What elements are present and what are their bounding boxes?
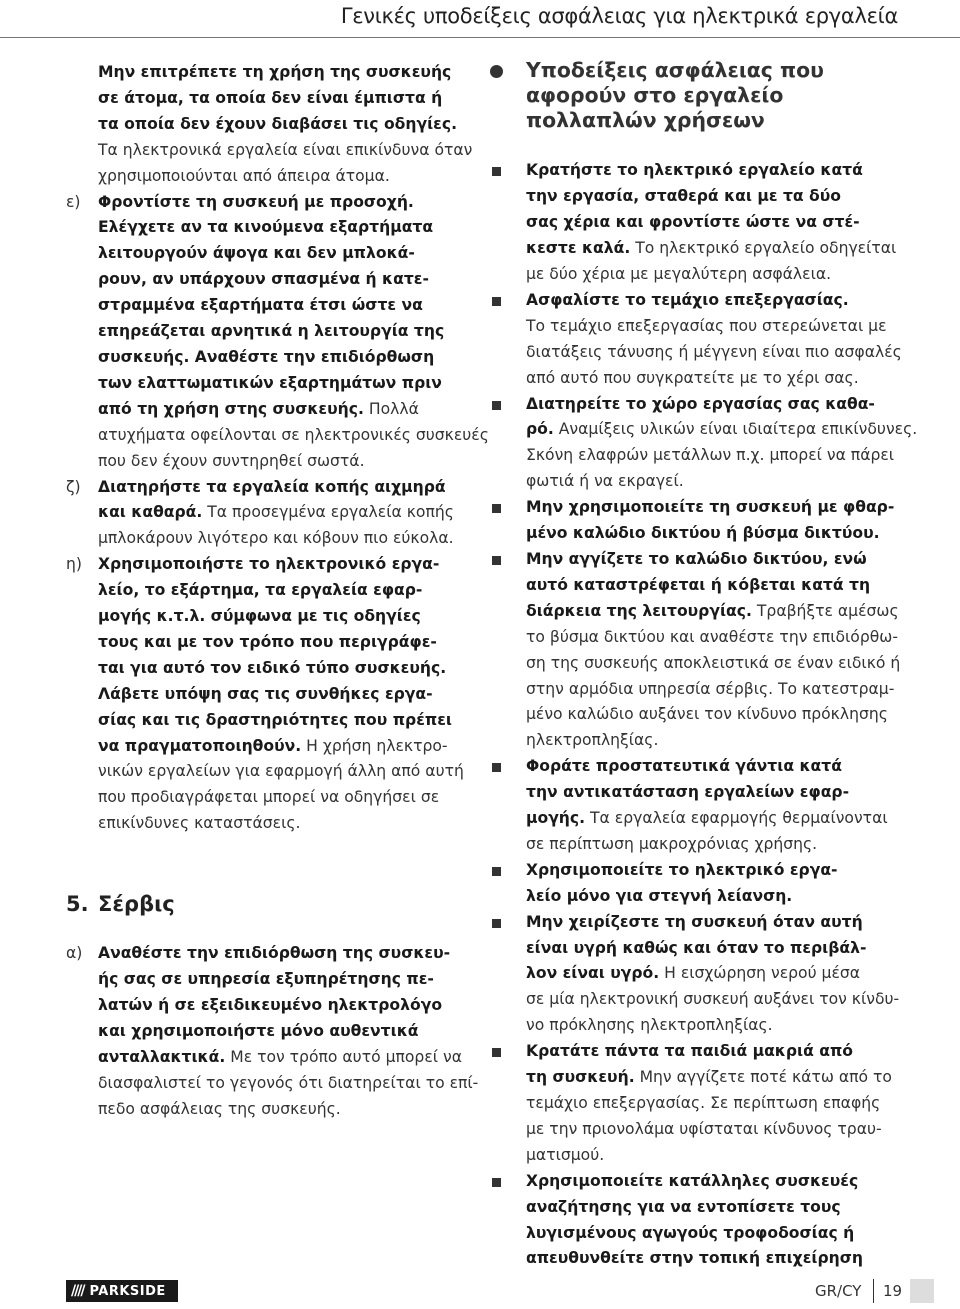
bold-text: Χρησιμοποιείτε κατάλληλες συσκευές bbox=[526, 1171, 859, 1190]
bold-text: Φροντίστε τη συσκευή με προσοχή. bbox=[98, 192, 414, 211]
bullet-item bbox=[490, 858, 910, 910]
section-title: Σέρβις bbox=[98, 892, 175, 917]
item-label: α) bbox=[66, 944, 83, 963]
bold-text: σας χέρια και φροντίστε ώστε να στέ- bbox=[526, 213, 860, 232]
round-bullet-icon bbox=[490, 65, 503, 78]
bullet-item bbox=[490, 1169, 910, 1273]
body-text: το βύσμα δικτύου και αναθέστε την επιδιόρθω- bbox=[526, 627, 898, 646]
bold-text: Κρατάτε πάντα τα παιδιά μακριά από bbox=[526, 1042, 854, 1061]
square-bullet-icon bbox=[492, 556, 501, 565]
bullet-item bbox=[490, 392, 918, 496]
page-number: 19 bbox=[883, 1282, 903, 1300]
text-line bbox=[98, 397, 476, 423]
text-line bbox=[526, 547, 910, 573]
body-text: Τα ηλεκτρονικά εργαλεία είναι επικίνδυνα όταν bbox=[98, 140, 473, 159]
bullet-item bbox=[490, 288, 910, 392]
bold-text: μογής κ.τ.λ. σύμφωνα με τις οδηγίες bbox=[98, 607, 421, 626]
text-line bbox=[98, 578, 476, 604]
text-line bbox=[526, 210, 910, 236]
bold-text: λατών ή σε εξειδικευμένο ηλεκτρολόγο bbox=[98, 996, 443, 1014]
bold-text: την εργασία, σταθερά και με τα δύο bbox=[526, 187, 842, 206]
text-line bbox=[526, 806, 910, 832]
page-footer bbox=[0, 1275, 960, 1309]
body-text: Το ηλεκτρικό εργαλείο οδηγείται bbox=[630, 239, 897, 258]
text-line bbox=[526, 1091, 910, 1117]
text-line bbox=[98, 345, 476, 371]
text-line bbox=[526, 340, 910, 366]
square-bullet-icon bbox=[492, 1048, 501, 1057]
bold-text: απευθυνθείτε στην τοπική επιχείρηση bbox=[526, 1249, 864, 1268]
bold-text: Μην αγγίζετε το καλώδιο δικτύου, ενώ bbox=[526, 549, 867, 568]
text-line bbox=[98, 423, 489, 449]
square-bullet-icon bbox=[492, 763, 501, 772]
text-line bbox=[526, 573, 910, 599]
bold-text: Φοράτε προστατευτικά γάντια κατά bbox=[526, 757, 842, 776]
body-text: με την πριονολάμα υφίσταται κίνδυνος τραυ- bbox=[526, 1119, 882, 1138]
bold-text: λείο, το εξάρτημα, τα εργαλεία εφαρ- bbox=[98, 581, 423, 600]
text-line bbox=[526, 158, 910, 184]
text-line bbox=[98, 112, 476, 138]
bold-text: λείο μόνο για στεγνή λείανση. bbox=[526, 886, 793, 905]
text-line bbox=[98, 241, 476, 267]
text-line bbox=[98, 759, 476, 785]
text-line bbox=[98, 1071, 479, 1097]
section-heading-tool-safety bbox=[490, 58, 910, 132]
body-text: φωτιά ή να εκραγεί. bbox=[526, 472, 684, 491]
bold-text: Αναθέστε την επιδιόρθωση της συσκευ- bbox=[98, 944, 451, 963]
text-line bbox=[98, 656, 476, 682]
text-line bbox=[98, 500, 476, 526]
text-line bbox=[98, 967, 476, 993]
text-line bbox=[98, 1097, 476, 1123]
bullet-item bbox=[490, 158, 910, 288]
bullet-item bbox=[490, 495, 910, 547]
bold-text: διάρκεια της λειτουργίας. bbox=[526, 601, 752, 620]
logo-slashes-icon: //// bbox=[71, 1283, 84, 1299]
text-line bbox=[526, 236, 910, 262]
text-line bbox=[526, 910, 910, 936]
body-text: Το τεμάχιο επεξεργασίας που στερεώνεται με bbox=[526, 316, 887, 335]
text-line bbox=[98, 319, 476, 345]
text-line bbox=[98, 371, 476, 397]
text-line bbox=[98, 785, 476, 811]
text-line bbox=[526, 858, 910, 884]
text-line bbox=[526, 1169, 910, 1195]
text-line bbox=[526, 780, 910, 806]
text-line bbox=[526, 651, 910, 677]
bold-text: Μην επιτρέπετε τη χρήση της συσκευής bbox=[98, 63, 452, 81]
text-line bbox=[98, 1045, 476, 1071]
text-line bbox=[98, 293, 476, 319]
text-line bbox=[526, 443, 910, 469]
square-bullet-icon bbox=[492, 1178, 501, 1187]
body-text: ματισμού. bbox=[526, 1145, 605, 1164]
body-text: σε μία ηλεκτρονική συσκευή αυξάνει τον κίνδυ- bbox=[526, 990, 900, 1009]
body-text: με δύο χέρια με μεγαλύτερη ασφάλεια. bbox=[526, 265, 832, 284]
square-bullet-icon bbox=[492, 504, 501, 513]
text-line bbox=[98, 267, 476, 293]
bold-text: των ελαττωματικών εξαρτημάτων πριν bbox=[98, 373, 442, 392]
bold-text: λυγισμένους αγωγούς τροφοδοσίας ή bbox=[526, 1223, 855, 1242]
text-line bbox=[526, 961, 910, 987]
text-line bbox=[98, 552, 476, 578]
body-text: Η χρήση ηλεκτρο- bbox=[301, 736, 448, 755]
service-list-item bbox=[66, 941, 479, 1122]
text-line bbox=[526, 599, 910, 625]
square-bullet-icon bbox=[492, 167, 501, 176]
bullet-item bbox=[490, 1039, 910, 1169]
header-title: Γενικές υποδείξεις ασφάλειας για ηλεκτρικά εργαλεία bbox=[340, 4, 898, 28]
text-line bbox=[526, 1065, 910, 1091]
text-line bbox=[526, 1013, 910, 1039]
text-line bbox=[98, 1019, 476, 1045]
text-line bbox=[526, 1039, 910, 1065]
body-text: ατυχήματα οφείλονται σε ηλεκτρονικές συσκευές bbox=[98, 425, 489, 444]
brand-logo bbox=[66, 1280, 178, 1302]
body-text: μπλοκάρουν λιγότερο και κόβουν πιο εύκολα. bbox=[98, 529, 454, 548]
text-line bbox=[98, 734, 476, 760]
body-text: Τραβήξτε αμέσως bbox=[751, 601, 899, 620]
bold-text: λειτουργούν άψογα και δεν μπλοκά- bbox=[98, 244, 415, 263]
text-line bbox=[526, 677, 910, 703]
bold-text: Κρατήστε το ηλεκτρικό εργαλείο κατά bbox=[526, 161, 863, 180]
text-line bbox=[526, 469, 910, 495]
bold-text: μένο καλώδιο δικτύου ή βύσμα δικτύου. bbox=[526, 524, 880, 543]
body-text: Πολλά bbox=[363, 399, 419, 418]
bold-text: λον είναι υγρό. bbox=[526, 964, 660, 983]
bold-text: Μην χειρίζεστε τη συσκευή όταν αυτή bbox=[526, 912, 863, 931]
text-line bbox=[98, 630, 476, 656]
text-line bbox=[526, 288, 910, 314]
bold-text: Χρησιμοποιείτε το ηλεκτρικό εργα- bbox=[526, 860, 838, 879]
text-line bbox=[526, 1195, 910, 1221]
text-line bbox=[526, 832, 910, 858]
body-text: επικίνδυνες καταστάσεις. bbox=[98, 814, 301, 833]
body-text: πεδο ασφάλειας της συσκευής. bbox=[98, 1099, 341, 1118]
square-bullet-icon bbox=[492, 919, 501, 928]
body-text: Τα εργαλεία εφαρμογής θερμαίνονται bbox=[585, 809, 888, 828]
header-divider bbox=[0, 37, 960, 38]
bold-text: και χρησιμοποιήστε μόνο αυθεντικά bbox=[98, 1021, 419, 1040]
bold-text: ανταλλακτικά. bbox=[98, 1047, 226, 1066]
footer-divider bbox=[873, 1279, 874, 1303]
text-line bbox=[98, 190, 476, 216]
bold-text: σε άτομα, τα οποία δεν είναι έμπιστα ή bbox=[98, 88, 443, 107]
text-line bbox=[98, 526, 476, 552]
bold-text: αναζήτησης για να εντοπίσετε τους bbox=[526, 1197, 841, 1216]
body-text: Μην αγγίζετε ποτέ κάτω από το bbox=[634, 1068, 892, 1087]
bold-text: από τη χρήση στης συσκευής. bbox=[98, 399, 364, 418]
bold-text: ής σας σε υπηρεσία εξυπηρέτησης πε- bbox=[98, 970, 434, 989]
bold-text: Ελέγχετε αν τα κινούμενα εξαρτήματα bbox=[98, 218, 434, 237]
intro-paragraph bbox=[66, 60, 476, 190]
corner-tab-mark bbox=[910, 1279, 934, 1303]
text-line bbox=[526, 495, 910, 521]
heading-line: αφορούν στο εργαλείο bbox=[526, 82, 784, 107]
text-line bbox=[98, 60, 476, 86]
text-line bbox=[526, 702, 910, 728]
body-text: στην αρμόδια υπηρεσία σέρβις. Το κατεστραμ- bbox=[526, 679, 895, 698]
bullet-item bbox=[490, 754, 910, 858]
list-item bbox=[66, 190, 489, 475]
text-line bbox=[98, 164, 476, 190]
body-text: ση της συσκευής αποκλειστικά σε έναν ειδικό ή bbox=[526, 653, 901, 672]
left-column bbox=[66, 60, 489, 1123]
bold-text: τα οποία δεν έχουν διαβάσει τις οδηγίες. bbox=[98, 114, 458, 133]
body-text: που δεν έχουν συντηρηθεί σωστά. bbox=[98, 451, 365, 470]
text-line bbox=[98, 86, 476, 112]
bold-text: ται για αυτό τον ειδικό τύπο συσκευής. bbox=[98, 658, 447, 677]
bullet-item bbox=[490, 910, 910, 1040]
bold-text: να πραγματοποιηθούν. bbox=[98, 736, 302, 755]
bold-text: Λάβετε υπόψη σας τις συνθήκες εργα- bbox=[98, 684, 433, 703]
body-text: Αναμίξεις υλικών είναι ιδιαίτερα επικίνδυνες. bbox=[553, 420, 918, 439]
body-text: Η εισχώρηση νερού μέσα bbox=[659, 964, 861, 983]
bold-text: ρουν, αν υπάρχουν σπασμένα ή κατε- bbox=[98, 270, 429, 289]
text-line bbox=[526, 1246, 910, 1272]
text-line bbox=[98, 449, 476, 475]
text-line bbox=[526, 625, 910, 651]
square-bullet-icon bbox=[492, 401, 501, 410]
body-text: Σκόνη ελαφρών μετάλλων π.χ. μπορεί να πάρει bbox=[526, 446, 895, 465]
bold-text: σίας και τις δραστηριότητες που πρέπει bbox=[98, 710, 452, 729]
body-text: ηλεκτροπληξίας. bbox=[526, 731, 659, 750]
body-text: μένο καλώδιο αυξάνει τον κίνδυνο πρόκλησης bbox=[526, 705, 888, 724]
right-column bbox=[490, 58, 918, 1272]
page-header bbox=[0, 0, 960, 40]
bold-text: Χρησιμοποιήστε το ηλεκτρονικό εργα- bbox=[98, 555, 440, 574]
list-item bbox=[66, 552, 476, 837]
text-line bbox=[98, 604, 476, 630]
logo-text: PARKSIDE bbox=[89, 1283, 166, 1299]
body-text: νικών εργαλείων για εφαρμογή άλλη από αυτή bbox=[98, 762, 464, 781]
body-text: που προδιαγράφεται μπορεί να οδηγήσει σε bbox=[98, 788, 440, 807]
bold-text: αυτό καταστρέφεται ή κόβεται κατά τη bbox=[526, 575, 871, 594]
bold-text: Ασφαλίστε το τεμάχιο επεξεργασίας. bbox=[526, 290, 849, 309]
bold-text: επηρεάζεται αρνητικά η λειτουργία της bbox=[98, 322, 445, 341]
text-line bbox=[98, 708, 476, 734]
bold-text: μογής. bbox=[526, 809, 586, 828]
text-line bbox=[526, 366, 910, 392]
text-line bbox=[526, 417, 918, 443]
body-text: από αυτό που συγκρατείτε με το χέρι σας. bbox=[526, 368, 859, 387]
bold-text: ρό. bbox=[526, 420, 554, 439]
body-text: χρησιμοποιούνται από άπειρα άτομα. bbox=[98, 166, 390, 185]
item-label: ε) bbox=[66, 192, 81, 211]
body-text: Τα προσεγμένα εργαλεία κοπής bbox=[202, 503, 454, 522]
section-number: 5. bbox=[66, 892, 89, 917]
text-line bbox=[526, 521, 910, 547]
square-bullet-icon bbox=[492, 867, 501, 876]
body-text: τεμάχιο επεξεργασίας. Σε περίπτωση επαφής bbox=[526, 1094, 881, 1113]
text-line bbox=[526, 1117, 910, 1143]
text-line bbox=[526, 728, 910, 754]
item-label: ζ) bbox=[66, 477, 81, 496]
text-line bbox=[526, 936, 910, 962]
bold-text: είναι υγρή καθώς και όταν το περιβάλ- bbox=[526, 938, 867, 957]
text-line bbox=[98, 811, 476, 837]
text-line bbox=[526, 262, 910, 288]
text-line bbox=[98, 215, 476, 241]
bold-text: Διατηρείτε το χώρο εργασίας σας καθα- bbox=[526, 394, 875, 413]
bullet-item bbox=[490, 547, 910, 754]
bold-text: Διατηρήστε τα εργαλεία κοπής αιχμηρά bbox=[98, 477, 446, 496]
text-line bbox=[98, 138, 476, 164]
heading-line: πολλαπλών χρήσεων bbox=[526, 107, 765, 132]
text-line bbox=[98, 941, 476, 967]
text-line bbox=[526, 1143, 910, 1169]
bold-text: κεστε καλά. bbox=[526, 239, 631, 258]
body-text: διατάξεις τάνυσης ή μέγγενη είναι πιο ασφαλές bbox=[526, 342, 902, 361]
country-code: GR/CY bbox=[815, 1282, 862, 1300]
text-line bbox=[526, 314, 910, 340]
text-line bbox=[526, 184, 910, 210]
body-text: σε περίπτωση μακροχρόνιας χρήσης. bbox=[526, 834, 818, 853]
text-line bbox=[526, 1221, 910, 1247]
heading-line: Υποδείξεις ασφάλειας που bbox=[526, 58, 824, 82]
body-text: διασφαλιστεί το γεγονός ότι διατηρείται το επί- bbox=[98, 1073, 479, 1092]
text-line bbox=[98, 682, 476, 708]
list-item bbox=[66, 475, 476, 553]
text-line bbox=[526, 884, 910, 910]
bold-text: την αντικατάσταση εργαλείων εφαρ- bbox=[526, 783, 850, 802]
text-line bbox=[526, 754, 910, 780]
item-label: η) bbox=[66, 555, 82, 574]
text-line bbox=[526, 987, 910, 1013]
section-heading bbox=[66, 889, 476, 919]
bold-text: συσκευής. Αναθέστε την επιδιόρθωση bbox=[98, 347, 435, 366]
bold-text: και καθαρά. bbox=[98, 503, 203, 522]
bold-text: Μην χρησιμοποιείτε τη συσκευή με φθαρ- bbox=[526, 498, 895, 517]
square-bullet-icon bbox=[492, 297, 501, 306]
body-text: Με τον τρόπο αυτό μπορεί να bbox=[225, 1047, 462, 1066]
body-text: νο πρόκλησης ηλεκτροπληξίας. bbox=[526, 1016, 773, 1035]
bold-text: τους και με τον τρόπο που περιγράφε- bbox=[98, 632, 437, 651]
bold-text: στραμμένα εξαρτήματα έτσι ώστε να bbox=[98, 296, 423, 315]
text-line bbox=[526, 392, 910, 418]
bold-text: τη συσκευή. bbox=[526, 1068, 635, 1087]
text-line bbox=[98, 993, 476, 1019]
text-line bbox=[98, 475, 476, 501]
